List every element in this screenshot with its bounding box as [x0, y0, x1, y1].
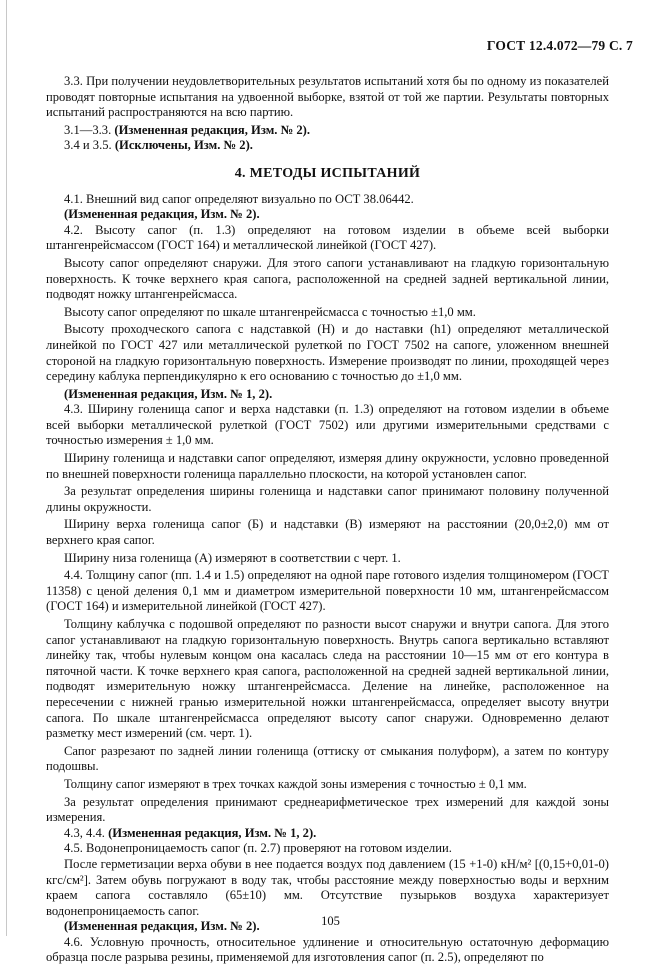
paragraph-4-3-top-width: Ширину верха голенища сапог (Б) и надставки (В) измеряют на расстоянии (20,0±2,0) мм от верхнего края сапог. [46, 517, 609, 548]
paragraph-amendment-4-2: (Измененная редакция, Изм. № 1, 2). [64, 386, 273, 401]
page-header: ГОСТ 12.4.072—79 С. 7 [486, 38, 633, 53]
paragraph-4-3: 4.3. Ширину голенища сапог и верха надставки (п. 1.3) определяют на готовом изделии в объеме всей выборки металлической рулеткой (ГОСТ 7502) или другими измерительными средствами с точностью измерения ± 1,0 мм. [46, 402, 609, 448]
page-binding-edge [6, 0, 7, 936]
paragraph-4-5: 4.5. Водонепроницаемость сапог (п. 2.7) проверяют на готовом изделии. [64, 841, 452, 856]
paragraph-4-4: 4.4. Толщину сапог (пп. 1.4 и 1.5) определяют на одной паре готового изделия толщиномером (ГОСТ 11358) с ценой деления 0,1 мм и диаметром измерительной поверхности 10 мм, штангенрейсмассом (ГОСТ 164) и измерительной линейкой (ГОСТ 427). [46, 568, 609, 614]
paragraph-amendment-3-1: 3.1—3.3. (Измененная редакция, Изм. № 2). [64, 122, 311, 137]
paragraph-4-1: 4.1. Внешний вид сапог определяют визуально по ОСТ 38.06442. [64, 191, 414, 206]
paragraph-amendment-4-3: 4.3, 4.4. (Измененная редакция, Изм. № 1, 2). [64, 825, 317, 840]
paragraph-4-5-pressure: После герметизации верха обуви в нее подается воздух под давлением (15 +1-0) кН/м² [(0,15+0,01-0) кгс/см²]. Затем обувь погружают в воду так, чтобы расстояние между поверхностью воды и верхним краем сапога составляло (65±10) мм. Отсутствие пузырьков воздуха характеризует водонепроницаемость сапог. [46, 856, 609, 918]
paragraph-amendment-4-1: (Измененная редакция, Изм. № 2). [64, 207, 260, 222]
paragraph-amendment-4-5: (Измененная редакция, Изм. № 2). [64, 919, 260, 934]
paragraph-4-2: 4.2. Высоту сапог (п. 1.3) определяют на готовом изделии в объеме всей выборки штангенрейсмассом (ГОСТ 164) и металлической линейкой (ГОСТ 427). [46, 222, 609, 253]
paragraph-4-3-circumference: Ширину голенища и надставки сапог определяют, измеряя длину окружности, условно проведенной по внешней поверхности голенища параллельно плоскости, на которой установлен сапог. [46, 451, 609, 481]
paragraph-4-3-result: За результат определения ширины голенища и надставки сапог принимают половину полученной длины окружности. [46, 484, 609, 514]
paragraph-3-3: 3.3. При получении неудовлетворительных результатов испытаний хотя бы по одному из показателей проводят повторные испытания на удвоенной выборке, взятой от той же партии. Результаты повторных испытаний распространяются на всю партию. [46, 74, 609, 120]
paragraph-4-4-cut: Сапог разрезают по задней линии голенища (оттиску от смыкания полуформ), а затем по контуру подошвы. [46, 743, 609, 774]
paragraph-4-2-scale: Высоту сапог определяют по шкале штангенрейсмасса с точностью ±1,0 мм. [64, 304, 476, 319]
paragraph-4-3-bottom-width: Ширину низа голенища (А) измеряют в соответствии с черт. 1. [64, 550, 401, 565]
paragraph-4-4-result: За результат определения принимают среднеарифметическое трех измерений для каждой зоны измерения. [46, 794, 609, 825]
paragraph-4-4-measure: Толщину сапог измеряют в трех точках каждой зоны измерения с точностью ± 0,1 мм. [64, 776, 527, 791]
paragraph-4-2-mining-boot: Высоту проходческого сапога с надставкой (H) и до наставки (h1) определяют металлической линейкой по ГОСТ 427 или металлической рулеткой по ГОСТ 7502 на сапоге, уложенном внешней стороной на гладкую горизонтальную поверхность. Измерение производят по линии, проходящей через середину каблука перпендикулярно к его основанию с точностью до ±1,0 мм. [46, 322, 609, 384]
paragraph-excluded-3-4: 3.4 и 3.5. (Исключены, Изм. № 2). [64, 138, 253, 153]
document-body [46, 74, 609, 966]
paragraph-4-6: 4.6. Условную прочность, относительное удлинение и относительную остаточную деформацию образца после разрыва резины, применяемой для изготовления сапог (п. 2.5), определяют по [46, 934, 609, 965]
section-heading: 4. МЕТОДЫ ИСПЫТАНИЙ [234, 165, 421, 181]
page-number: 105 [321, 914, 340, 928]
paragraph-4-2-outside: Высоту сапог определяют снаружи. Для этого сапоги устанавливают на гладкую горизонтальную поверхность. К точке верхнего края сапога, расположенной на средней задней вертикальной линии, подводят ножку штангенрейсмасса. [46, 255, 609, 302]
paragraph-4-4-heel: Толщину каблучка с подошвой определяют по разности высот снаружи и внутри сапога. Для этого сапог устанавливают на гладкую горизонтальную поверхность. Внутрь сапога вертикально вставляют линейку так, чтобы нулевым концом она касалась следа на расстоянии 10—15 мм от его контура в пяточной части. К точке верхнего края сапога, расположенной на средней задней вертикальной линии, подводят измерительную ножку штангенрейсмасса. Деление на линейке, расположенное на пересечении с нижней гранью измерительной ножки штангенрейсмасса, определяет высоту внутри сапога. По шкале штангенрейсмасса определяют высоту сапог снаружи. Одновременно делают разметку мест измерений (см. черт. 1). [46, 617, 609, 741]
